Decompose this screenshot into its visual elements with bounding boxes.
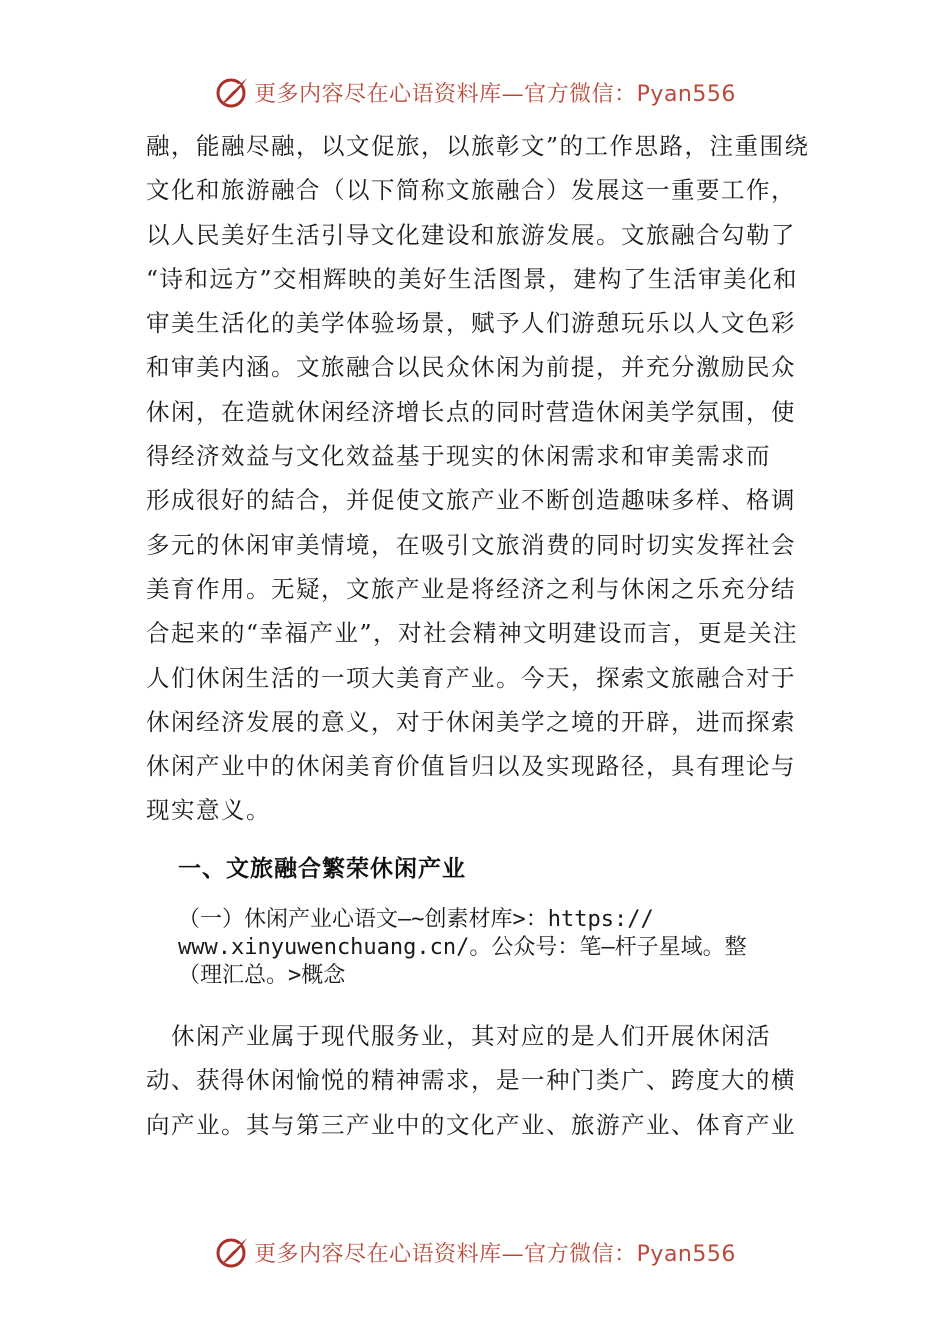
watermark-handle: Pyan556 [636,81,736,107]
text-line: 文化和旅游融合（以下简称文旅融合）发展这一重要工作， [146,176,796,205]
text-line: 动、获得休闲愉悦的精神需求，是一种门类广、跨度大的横 [146,1066,796,1095]
text-line: 人们休闲生活的一项大美育产业。今天，探索文旅融合对于 [146,663,796,692]
watermark-text [254,1237,736,1268]
text-line: 和审美内涵。文旅融合以民众休闲为前提，并充分激励民众 [146,353,796,382]
section-heading: 一、文旅融合繁荣休闲产业 [178,856,466,882]
sub-heading-line: （理汇总。>概念 [178,963,346,988]
header-watermark-banner [0,72,950,112]
watermark-text [254,77,736,108]
text-line: 向产业。其与第三产业中的文化产业、旅游产业、体育产业 [146,1110,796,1139]
body-paragraph-1 [146,124,816,833]
watermark-label: 更多内容尽在心语资料库—官方微信： [254,81,637,107]
sub-heading-line: （一）休闲产业心语文—~创素材库>：https:// [178,907,654,932]
text-line: 休闲产业中的休闲美育价值旨归以及实现路径，具有理论与 [146,752,796,781]
body-paragraph-2 [146,1014,816,1147]
watermark-handle: Pyan556 [636,1241,736,1267]
text-line: 美育作用。无疑，文旅产业是将经济之利与休闲之乐充分结 [146,574,796,603]
quill-logo-icon [214,1234,250,1270]
sub-heading-line: www.xinyuwenchuang.cn/。公众号：笔—杆子星域。整 [178,935,747,960]
watermark-label: 更多内容尽在心语资料库—官方微信： [254,1241,637,1267]
text-line: 审美生活化的美学体验场景，赋予人们游憩玩乐以人文色彩 [146,309,796,338]
text-line: 现实意义。 [146,796,271,825]
text-line: 休闲，在造就休闲经济增长点的同时营造休闲美学氛围，使 [146,397,796,426]
text-line: 得经济效益与文化效益基于现实的休闲需求和审美需求而 [146,442,771,471]
text-line: 形成很好的結合，并促使文旅产业不断创造趣味多样、格调 [146,486,796,515]
text-line: 休闲产业属于现代服务业，其对应的是人们开展休闲活 [146,1022,771,1050]
text-line: “诗和远方”交相辉映的美好生活图景，建构了生活审美化和 [146,264,799,293]
text-line: 合起来的“幸福产业”，对社会精神文明建设而言，更是关注 [146,619,799,648]
quill-logo-icon [214,74,250,110]
text-line: 休闲经济发展的意义，对于休闲美学之境的开辟，进而探索 [146,707,796,736]
text-line: 多元的休闲审美情境，在吸引文旅消费的同时切实发挥社会 [146,530,796,559]
footer-watermark-banner [0,1232,950,1272]
sub-heading [178,906,818,990]
text-line: 融，能融尽融，以文促旅，以旅彰文”的工作思路，注重围绕 [146,132,810,160]
text-line: 以人民美好生活引导文化建设和旅游发展。文旅融合勾勒了 [146,220,796,249]
